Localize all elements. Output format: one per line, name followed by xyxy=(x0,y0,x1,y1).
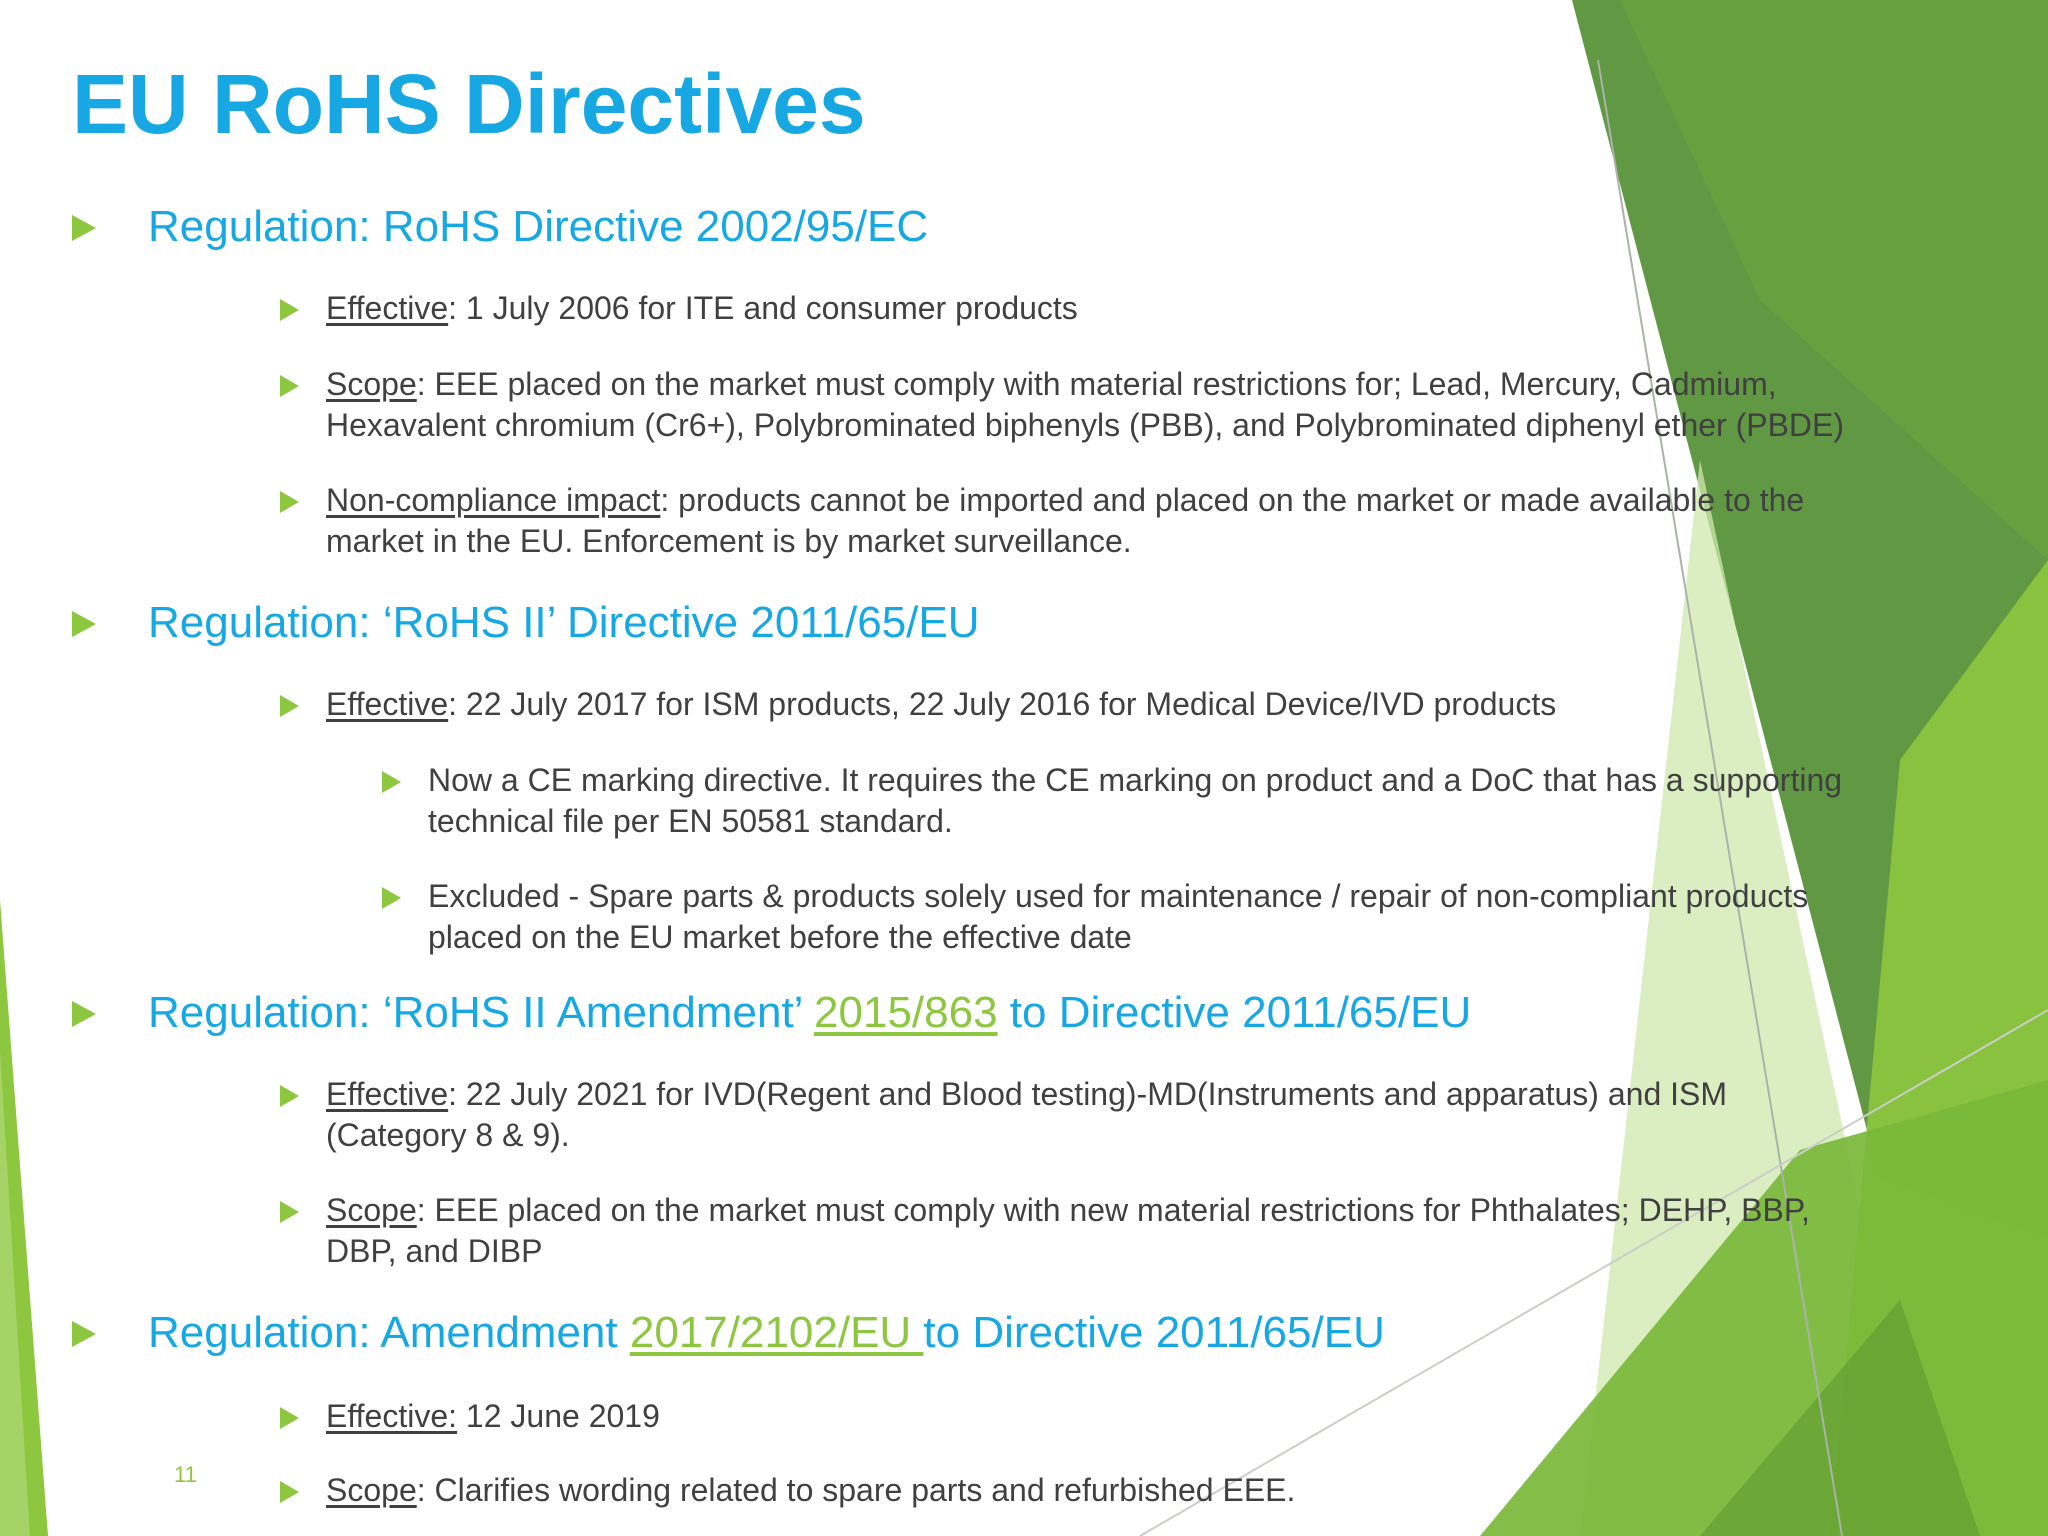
regulation-link[interactable]: 2017/2102/EU xyxy=(629,1308,924,1357)
page-number: 11 xyxy=(174,1462,197,1487)
item-text: 12 June 2019 xyxy=(457,1398,660,1434)
triangle-bullet-icon xyxy=(280,1085,299,1107)
triangle-bullet-icon xyxy=(382,771,401,793)
triangle-bullet-icon xyxy=(72,611,96,637)
triangle-bullet-icon xyxy=(280,1407,299,1429)
item-label: Scope xyxy=(326,1192,417,1228)
item-text: : products cannot be imported and placed on the market or made available to the xyxy=(660,482,1805,518)
heading-suffix: to Directive 2011/65/EU xyxy=(923,1308,1385,1357)
item-text-continued: technical file per EN 50581 standard. xyxy=(428,803,953,839)
item-text-continued: (Category 8 & 9). xyxy=(326,1117,570,1153)
item-label: Effective xyxy=(326,290,449,326)
item-label: Effective xyxy=(326,1076,449,1112)
item-text: : Clarifies wording related to spare parts and refurbished EEE. xyxy=(416,1472,1296,1508)
triangle-bullet-icon xyxy=(382,887,401,909)
item-text-continued: placed on the EU market before the effective date xyxy=(428,919,1132,955)
heading-prefix: Regulation: ‘RoHS II Amendment’ xyxy=(148,988,815,1037)
item-label: Scope xyxy=(326,1472,417,1508)
triangle-bullet-icon xyxy=(280,1481,299,1503)
item-text: : EEE placed on the market must comply with material restrictions for; Lead, Mercury, Cadmium, xyxy=(416,366,1777,402)
triangle-bullet-icon xyxy=(280,695,299,717)
item-label: Scope xyxy=(326,366,417,402)
item-label: Effective: xyxy=(326,1398,458,1434)
triangle-bullet-icon xyxy=(72,1001,96,1027)
item-text: Now a CE marking directive. It requires the CE marking on product and a DoC that has a supporting xyxy=(428,762,1843,798)
item-text: : 22 July 2021 for IVD(Regent and Blood testing)-MD(Instruments and apparatus) and ISM xyxy=(448,1076,1728,1112)
heading-prefix: Regulation: Amendment xyxy=(148,1308,630,1357)
item-text: : 22 July 2017 for ISM products, 22 July 2016 for Medical Device/IVD products xyxy=(448,686,1557,722)
triangle-bullet-icon xyxy=(72,1321,96,1347)
item-text-continued: Hexavalent chromium (Cr6+), Polybrominated biphenyls (PBB), and Polybrominated diphenyl ether (PBDE) xyxy=(326,407,1845,443)
section-heading-text xyxy=(148,1306,1385,1360)
page-title: EU RoHS Directives xyxy=(72,57,866,151)
item-label: Effective xyxy=(326,686,449,722)
regulation-link[interactable]: 2015/863 xyxy=(814,988,998,1037)
heading-suffix: to Directive 2011/65/EU xyxy=(997,988,1472,1037)
item-text-continued: DBP, and DIBP xyxy=(326,1233,543,1269)
item-text: Excluded - Spare parts & products solely used for maintenance / repair of non-compliant products xyxy=(428,878,1809,914)
section-heading-text: Regulation: ‘RoHS II’ Directive 2011/65/EU xyxy=(148,598,980,647)
item-text-continued: market in the EU. Enforcement is by market surveillance. xyxy=(326,523,1132,559)
item-text: : 1 July 2006 for ITE and consumer products xyxy=(448,290,1078,326)
triangle-bullet-icon xyxy=(72,215,96,241)
triangle-bullet-icon xyxy=(280,299,299,321)
triangle-bullet-icon xyxy=(280,1201,299,1223)
section-heading-text: Regulation: RoHS Directive 2002/95/EC xyxy=(148,202,929,251)
item-text: : EEE placed on the market must comply with new material restrictions for Phthalates; DEHP, BBP, xyxy=(416,1192,1810,1228)
item-label: Non-compliance impact xyxy=(326,482,661,518)
triangle-bullet-icon xyxy=(280,491,299,513)
triangle-bullet-icon xyxy=(280,375,299,397)
section-heading-text xyxy=(148,986,1471,1040)
